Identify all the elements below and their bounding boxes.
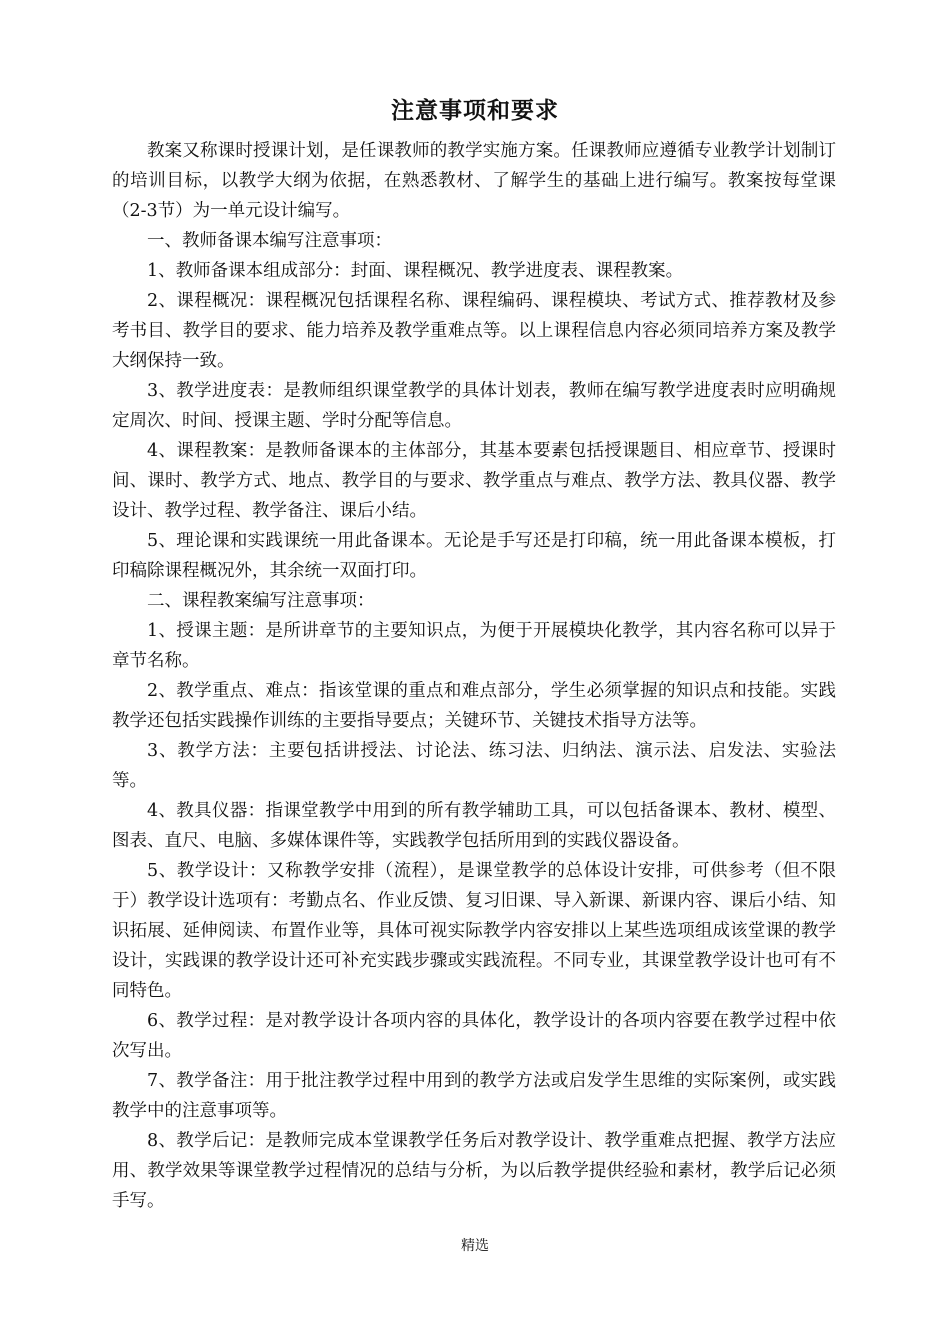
paragraph-2-2: 2、教学重点、难点：指该堂课的重点和难点部分，学生必须掌握的知识点和技能。实践教学还包括实践操作训练的主要指导要点；关键环节、关键技术指导方法等。 (112, 681, 836, 731)
document-title: 注意事项和要求 (391, 98, 559, 124)
paragraph-2-6: 6、教学过程：是对教学设计各项内容的具体化，教学设计的各项内容要在教学过程中依次写出。 (112, 1011, 836, 1061)
paragraph-2-4: 4、教具仪器：指课堂教学中用到的所有教学辅助工具，可以包括备课本、教材、模型、图表、直尺、电脑、多媒体课件等，实践教学包括所用到的实践仪器设备。 (112, 801, 836, 851)
paragraph-intro: 教案又称课时授课计划，是任课教师的教学实施方案。任课教师应遵循专业教学计划制订的培训目标，以教学大纲为依据，在熟悉教材、了解学生的基础上进行编写。教案按每堂课（2-3节）为一单元设计编写。 (112, 141, 836, 221)
paragraph-1-4: 4、课程教案：是教师备课本的主体部分，其基本要素包括授课题目、相应章节、授课时间、课时、教学方式、地点、教学目的与要求、教学重点与难点、教学方法、教具仪器、教学设计、教学过程、教学备注、课后小结。 (112, 441, 836, 521)
document-body (112, 136, 836, 1216)
section-heading-1: 一、教师备课本编写注意事项： (147, 231, 392, 251)
paragraph-1-1: 1、教师备课本组成部分：封面、课程概况、教学进度表、课程教案。 (147, 261, 684, 281)
paragraph-1-2: 2、课程概况：课程概况包括课程名称、课程编码、课程模块、考试方式、推荐教材及参考书目、教学目的要求、能力培养及教学重难点等。以上课程信息内容必须同培养方案及教学大纲保持一致。 (112, 291, 836, 371)
page-footer: 精选 (461, 1238, 489, 1254)
paragraph-2-7: 7、教学备注：用于批注教学过程中用到的教学方法或启发学生思维的实际案例，或实践教学中的注意事项等。 (112, 1071, 836, 1121)
paragraph-2-3: 3、教学方法：主要包括讲授法、讨论法、练习法、归纳法、演示法、启发法、实验法等。 (112, 741, 836, 791)
paragraph-2-1: 1、授课主题：是所讲章节的主要知识点，为便于开展模块化教学，其内容名称可以异于章节名称。 (112, 621, 836, 671)
paragraph-1-3: 3、教学进度表：是教师组织课堂教学的具体计划表，教师在编写教学进度表时应明确规定周次、时间、授课主题、学时分配等信息。 (112, 381, 836, 431)
paragraph-2-5: 5、教学设计：又称教学安排（流程），是课堂教学的总体设计安排，可供参考（但不限于）教学设计选项有：考勤点名、作业反馈、复习旧课、导入新课、新课内容、课后小结、知识拓展、延伸阅读、布置作业等，具体可视实际教学内容安排以上某些选项组成该堂课的教学设计，实践课的教学设计还可补充实践步骤或实践流程。不同专业，其课堂教学设计也可有不同特色。 (112, 861, 836, 1001)
paragraph-1-5: 5、理论课和实践课统一用此备课本。无论是手写还是打印稿，统一用此备课本模板，打印稿除课程概况外，其余统一双面打印。 (112, 531, 836, 581)
paragraph-2-8: 8、教学后记：是教师完成本堂课教学任务后对教学设计、教学重难点把握、教学方法应用、教学效果等课堂教学过程情况的总结与分析，为以后教学提供经验和素材，教学后记必须手写。 (112, 1131, 836, 1211)
section-heading-2: 二、课程教案编写注意事项： (147, 591, 375, 611)
